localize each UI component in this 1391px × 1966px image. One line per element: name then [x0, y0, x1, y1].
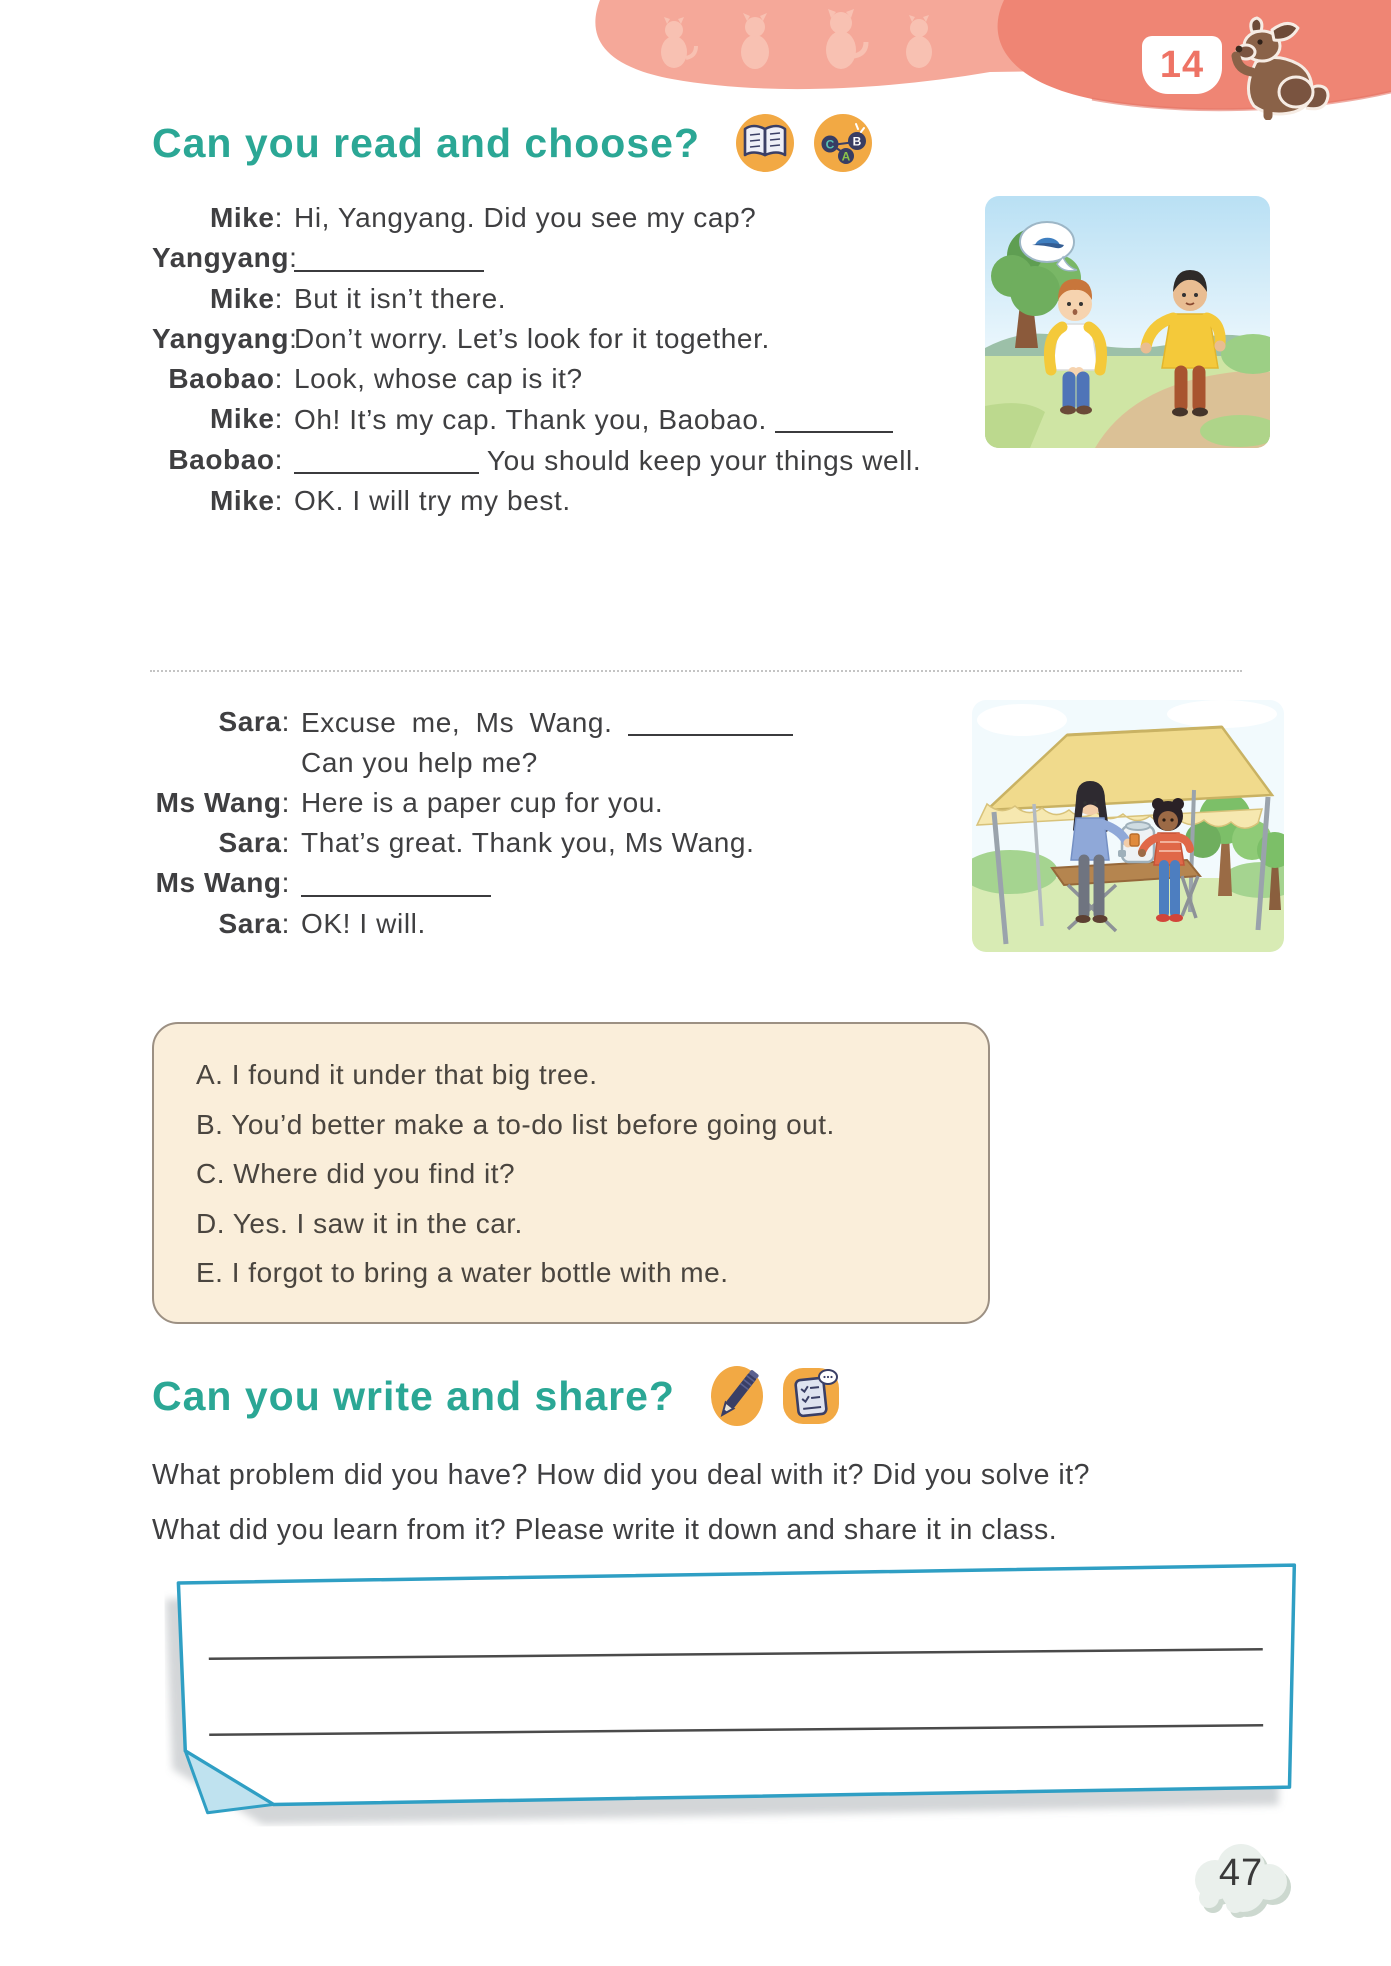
dialogue-line — [152, 198, 1072, 238]
dialogue-line — [152, 783, 982, 823]
dialogue-line — [152, 743, 982, 783]
unit-number-badge — [1142, 36, 1222, 94]
option-e: E. I forgot to bring a water bottle with me. — [196, 1257, 729, 1288]
speaker-name — [152, 743, 290, 783]
answer-blank[interactable] — [301, 867, 491, 897]
dialogue-2 — [152, 702, 982, 944]
notes-share-icon — [781, 1365, 841, 1427]
write-instruction — [152, 1448, 1391, 1558]
dialogue-text: Oh! It’s my cap. Thank you, Baobao. — [294, 404, 767, 435]
speaker-name: Sara : — [152, 702, 290, 743]
answer-blank[interactable] — [775, 403, 893, 433]
dialogue-text: That’s great. Thank you, Ms Wang. — [301, 827, 755, 858]
illustration-tent-water-stand — [972, 700, 1284, 952]
dialogue-text: Hi, Yangyang. Did you see my cap? — [294, 202, 757, 233]
answer-blank[interactable] — [294, 242, 484, 272]
speaker-name: Mike : — [152, 399, 283, 440]
dialogue-text: But it isn’t there. — [294, 283, 507, 314]
option-b: B. You’d better make a to-do list before going out. — [196, 1108, 835, 1140]
dialogue-1 — [152, 198, 1072, 521]
dialogue-text: Excuse me, Ms Wang. — [301, 707, 613, 738]
dog-mascot-icon — [1222, 16, 1337, 120]
speaker-name: Ms Wang : — [152, 783, 290, 823]
option-a: A. I found it under that big tree. — [196, 1059, 598, 1090]
section-write-title: Can you write and share? — [152, 1372, 675, 1419]
dialogue-line — [152, 440, 1072, 481]
dialogue-line — [152, 702, 982, 743]
page-number: 47 — [1218, 1852, 1264, 1894]
dialogue-line — [152, 319, 1072, 359]
dialogue-text: OK! I will. — [301, 908, 426, 939]
answer-blank[interactable] — [628, 706, 793, 736]
instruction-line-1: What problem did you have? How did you deal with it? Did you solve it? — [152, 1459, 1090, 1491]
unit-number: 14 — [1159, 43, 1205, 86]
section-read-title-row — [152, 112, 874, 174]
answer-options-box — [152, 1022, 990, 1324]
dialogue-text: Look, whose cap is it? — [294, 363, 583, 394]
svg-text:B: B — [852, 134, 862, 149]
illustration-boys-lost-cap — [985, 196, 1270, 448]
dialogue-line — [152, 481, 1072, 521]
speaker-name: Ms Wang : — [152, 863, 290, 904]
speaker-name: Sara : — [152, 904, 290, 944]
choose-abc-icon — [812, 112, 874, 174]
speaker-name: Baobao : — [152, 440, 283, 481]
answer-blank[interactable] — [294, 444, 479, 474]
dialogue-line — [152, 904, 982, 944]
instruction-line-2: What did you learn from it? Please write it down and share it in class. — [152, 1514, 1058, 1546]
dialogue-text: Don’t worry. Let’s look for it together. — [294, 323, 770, 354]
section-write-title-row — [152, 1364, 841, 1428]
open-book-icon — [734, 112, 796, 174]
dialogue-line — [152, 863, 982, 904]
speaker-name: Mike : — [152, 279, 283, 319]
dialogue-line — [152, 823, 982, 863]
speaker-name: Yangyang : — [152, 238, 283, 279]
speaker-name: Baobao : — [152, 359, 283, 399]
page-number-cloud — [1185, 1840, 1301, 1926]
speaker-name: Mike : — [152, 198, 283, 238]
speaker-name: Yangyang : — [152, 319, 283, 359]
speaker-name: Sara : — [152, 823, 290, 863]
pencil-icon — [709, 1364, 765, 1428]
dialogue-text: Here is a paper cup for you. — [301, 787, 664, 818]
writing-area[interactable] — [164, 1559, 1315, 1832]
speaker-name: Mike : — [152, 481, 283, 521]
section-divider — [150, 670, 1242, 672]
svg-text:C: C — [825, 137, 835, 152]
dialogue-line — [152, 359, 1072, 399]
dialogue-text: OK. I will try my best. — [294, 485, 571, 516]
section-read-title: Can you read and choose? — [152, 119, 700, 166]
option-c: C. Where did you find it? — [196, 1158, 516, 1189]
dialogue-line — [152, 238, 1072, 279]
dialogue-line — [152, 399, 1072, 440]
svg-text:A: A — [841, 149, 851, 164]
option-d: D. Yes. I saw it in the car. — [196, 1207, 523, 1239]
dialogue-text: You should keep your things well. — [486, 445, 922, 476]
dialogue-text: Can you help me? — [301, 747, 538, 778]
dialogue-line — [152, 279, 1072, 319]
